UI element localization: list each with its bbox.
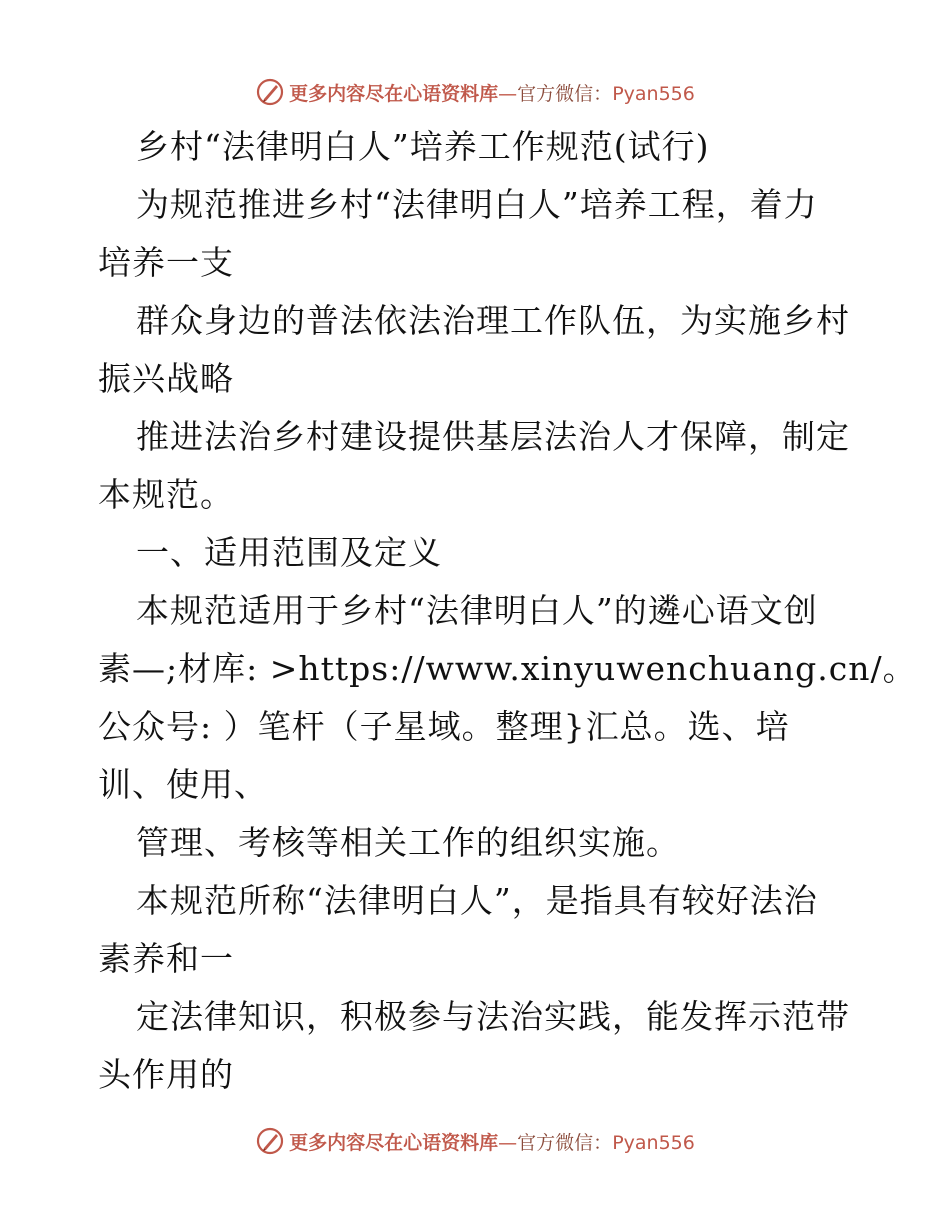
text-line: 素—;材库: >https://www.xinyuwenchuang.cn/。 (98, 649, 917, 688)
banner-wechat-label: 官方微信： (517, 82, 613, 105)
text-line: 推进法治乡村建设提供基层法治人才保障，制定 (136, 417, 850, 456)
text-line: 群众身边的普法依法治理工作队伍，为实施乡村 (136, 301, 850, 340)
text-line: 振兴战略 (98, 359, 234, 398)
text-line: 乡村“法律明白人”培养工作规范(试行) (136, 127, 710, 166)
text-line: 本规范所称“法律明白人”，是指具有较好法治 (136, 881, 818, 920)
banner-dash: — (498, 1131, 518, 1154)
text-line: 素养和一 (98, 939, 234, 978)
banner-wechat-label: 官方微信： (517, 1131, 613, 1154)
banner-wechat-id: Pyan556 (612, 1131, 695, 1154)
text-line: 定法律知识，积极参与法治实践，能发挥示范带 (136, 997, 850, 1036)
document-body (98, 118, 917, 1104)
text-line: 一、适用范围及定义 (136, 533, 442, 572)
text-line: 为规范推进乡村“法律明白人”培养工程，着力 (136, 185, 818, 224)
text-line: 本规范适用于乡村“法律明白人”的遴心语文创 (136, 591, 818, 630)
text-line: 训、使用、 (98, 765, 268, 804)
banner-site-name: 更多内容尽在心语资料库 (289, 1131, 499, 1154)
text-line: 培养一支 (98, 243, 234, 282)
quill-pen-circle-icon (255, 77, 285, 107)
banner-dash: — (498, 82, 518, 105)
text-line: 管理、考核等相关工作的组织实施。 (136, 823, 680, 862)
header-banner (0, 72, 950, 112)
banner-wechat-id: Pyan556 (612, 82, 695, 105)
banner-site-name: 更多内容尽在心语资料库 (289, 82, 499, 105)
text-line: 头作用的 (98, 1055, 234, 1094)
quill-pen-circle-icon (255, 1126, 285, 1156)
footer-banner (0, 1121, 950, 1161)
banner-text (289, 79, 695, 106)
text-line: 本规范。 (98, 475, 234, 514)
text-line: 公众号: ）笔杆（子星域。整理}汇总。选、培 (98, 707, 790, 746)
banner-text (289, 1128, 695, 1155)
